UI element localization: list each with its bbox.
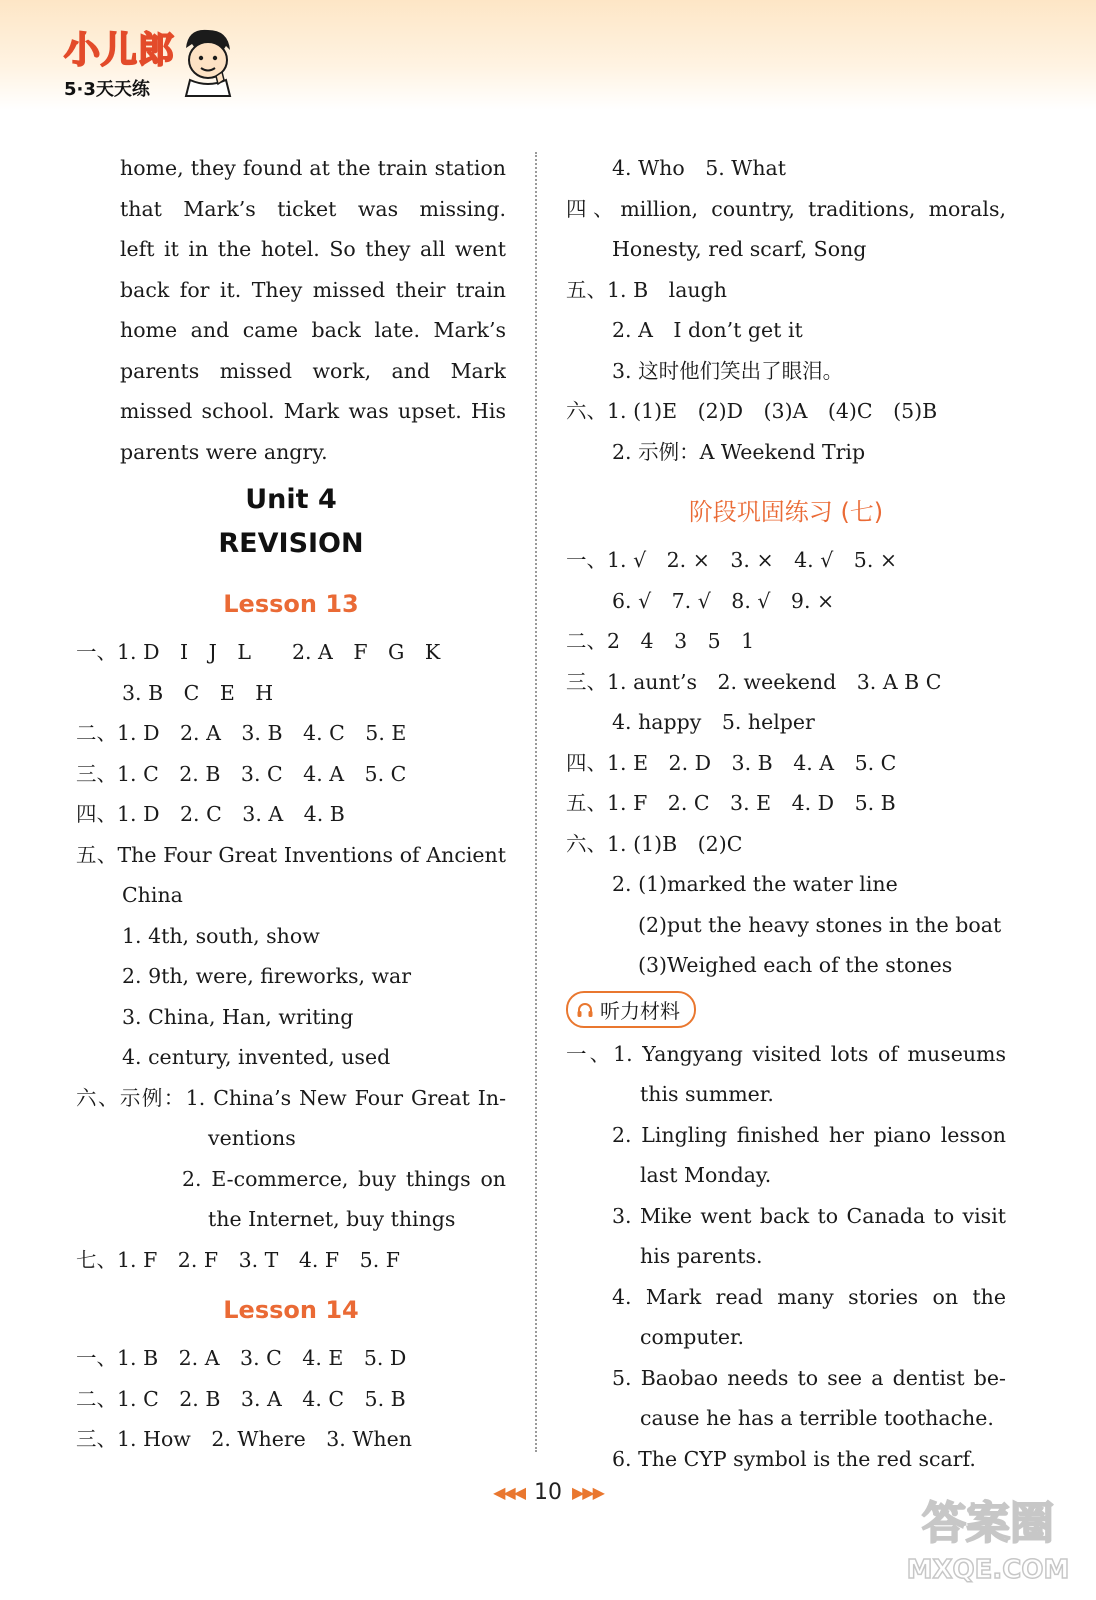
answer-line: 2. E-commerce, buy things on [182, 1166, 506, 1191]
transcript-line: 2. Lingling finished her piano lesson [612, 1122, 1006, 1147]
listening-section-header [566, 986, 1006, 1034]
passage-line: back for it. They missed their train [120, 277, 506, 302]
svg-text:答案圈: 答案圈 [922, 1498, 1054, 1549]
answer-line: 3. B C E H [122, 680, 274, 705]
answer-line: (2)put the heavy stones in the boat [638, 912, 1002, 937]
answer-line: 六、示例：1. China’s New Four Great In- [76, 1085, 506, 1110]
brand-name: 小儿郎 [64, 30, 176, 71]
passage-line: parents were angry. [120, 439, 328, 464]
answer-line: 一、1. √ 2. × 3. × 4. √ 5. × [566, 548, 898, 572]
answer-line: 一、1. D I J L 2. A F G K [76, 640, 441, 664]
answer-line: 四、1. D 2. C 3. A 4. B [76, 802, 345, 826]
watermark-logo [900, 1480, 1076, 1590]
column-divider [535, 152, 537, 1452]
left-arrows-icon: ◀◀◀ [493, 1482, 524, 1502]
answer-line: 六、1. (1)E (2)D (3)A (4)C (5)B [566, 399, 938, 423]
transcript-line: 5. Baobao needs to see a dentist be- [612, 1365, 1006, 1390]
answer-line: 2. 9th, were, fireworks, war [122, 964, 412, 988]
listening-tag [566, 991, 696, 1028]
brand-logo [64, 22, 175, 101]
passage-line: left it in the hotel. So they all went [120, 237, 506, 261]
answer-line: 三、1. C 2. B 3. C 4. A 5. C [76, 761, 407, 786]
passage-line: missed school. Mark was upset. His [120, 399, 506, 423]
left-column [76, 148, 506, 1460]
answer-line: 3. China, Han, writing [122, 1004, 354, 1029]
passage-line: that Mark’s ticket was missing. [120, 196, 506, 221]
mascot-boy-icon [176, 24, 238, 98]
right-arrows-icon: ▶▶▶ [572, 1482, 603, 1502]
passage-line: parents missed work, and Mark [120, 358, 506, 383]
answer-line: 4. happy 5. helper [612, 710, 815, 734]
answer-line: 4. century, invented, used [122, 1045, 391, 1069]
answer-line: 五、1. B laugh [566, 277, 727, 302]
passage-line: home and came back late. Mark’s [120, 318, 506, 342]
answer-line: the Internet, buy things [208, 1207, 456, 1231]
transcript-line: his parents. [640, 1244, 763, 1268]
series-name: 5·3天天练 [64, 79, 150, 100]
answer-line: ventions [208, 1126, 296, 1150]
transcript-line: 6. The CYP symbol is the red scarf. [612, 1446, 976, 1471]
answer-line: 二、1. D 2. A 3. B 4. C 5. E [76, 721, 407, 745]
unit-subtitle: REVISION [218, 528, 364, 559]
watermark-text: MXQE.COM [906, 1555, 1070, 1585]
answer-line: 二、2 4 3 5 1 [566, 629, 755, 653]
answer-line: 四、1. E 2. D 3. B 4. A 5. C [566, 750, 897, 775]
answer-line: 五、1. F 2. C 3. E 4. D 5. B [566, 791, 896, 815]
headphone-icon [576, 1001, 594, 1019]
transcript-line: cause he has a terrible toothache. [640, 1406, 994, 1430]
answer-line: 4. Who 5. What [612, 156, 786, 180]
listening-label: 听力材料 [600, 999, 680, 1023]
transcript-line: computer. [640, 1325, 745, 1349]
answer-line: 2. 示例：A Weekend Trip [612, 439, 866, 464]
transcript-line: 4. Mark read many stories on the [612, 1284, 1006, 1309]
answer-line: 一、1. B 2. A 3. C 4. E 5. D [76, 1346, 407, 1370]
answer-line: 1. 4th, south, show [122, 923, 320, 948]
passage-line: home, they found at the train station [120, 156, 506, 180]
unit-title: Unit 4 [245, 484, 337, 515]
answer-line: 6. √ 7. √ 8. √ 9. × [612, 588, 835, 613]
answer-line: 四、million, country, traditions, morals, [566, 196, 1006, 221]
answer-line: 三、1. aunt’s 2. weekend 3. A B C [566, 669, 942, 694]
answer-line: Honesty, red scarf, Song [612, 237, 867, 261]
answer-line: 2. (1)marked the water line [612, 872, 898, 896]
answer-line: 五、The Four Great Inventions of Ancient [76, 842, 506, 867]
answer-line: 三、1. How 2. Where 3. When [76, 1427, 412, 1451]
answer-line: 七、1. F 2. F 3. T 4. F 5. F [76, 1247, 400, 1272]
page-number: 10 [534, 1479, 562, 1505]
lesson-13-title: Lesson 13 [223, 590, 359, 618]
answer-line: China [122, 883, 183, 907]
transcript-line: 3. Mike went back to Canada to visit [612, 1203, 1006, 1228]
transcript-line: 一、1. Yangyang visited lots of museums [566, 1041, 1006, 1066]
answer-line: 六、1. (1)B (2)C [566, 831, 743, 856]
transcript-line: this summer. [640, 1082, 774, 1106]
answer-line: 3. 这时他们笑出了眼泪。 [612, 358, 844, 383]
answer-line: 2. A I don’t get it [612, 318, 803, 342]
answer-line: 二、1. C 2. B 3. A 4. C 5. B [76, 1386, 406, 1411]
right-column [566, 148, 1006, 1479]
page-number-bar [448, 1474, 648, 1510]
transcript-line: last Monday. [640, 1163, 772, 1187]
stage-practice-title: 阶段巩固练习 (七) [688, 498, 884, 526]
lesson-14-title: Lesson 14 [223, 1296, 359, 1324]
answer-line: (3)Weighed each of the stones [638, 953, 953, 977]
